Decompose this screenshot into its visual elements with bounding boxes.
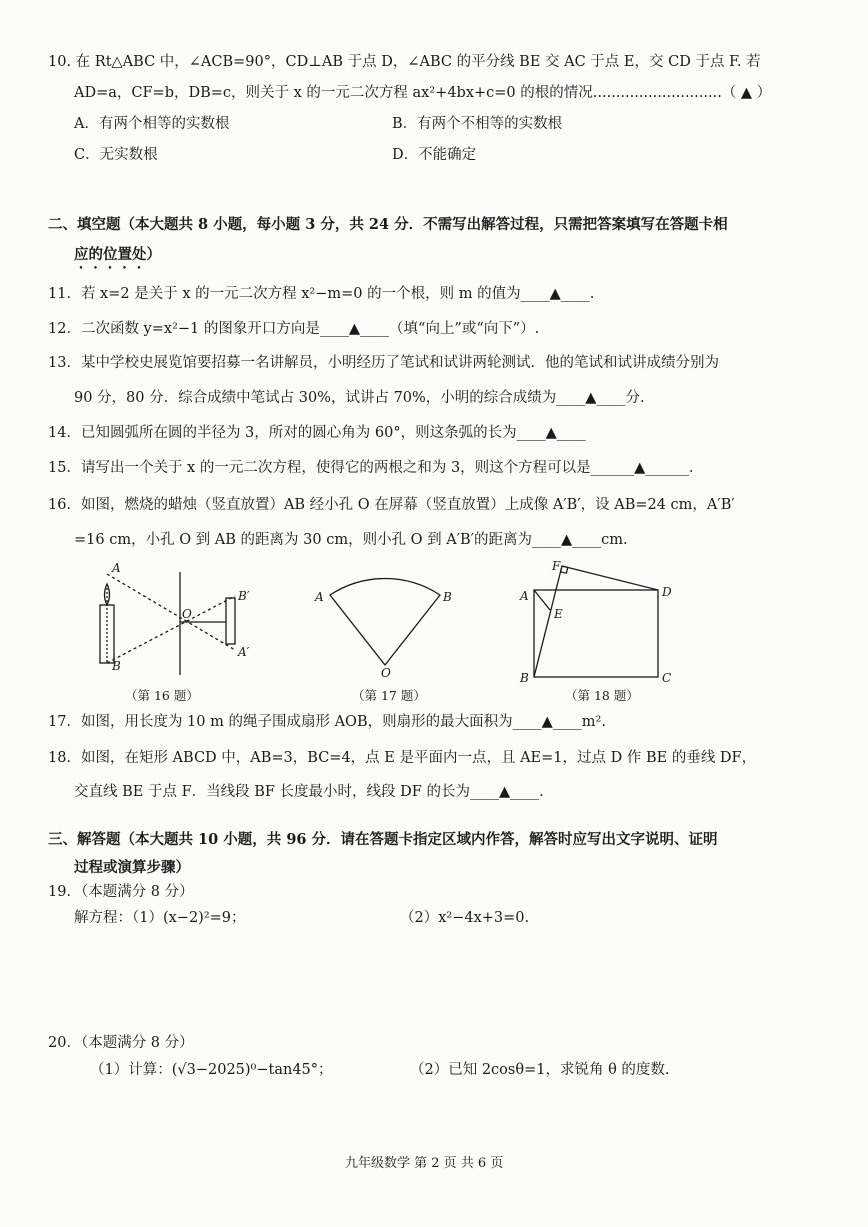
- q11: 11．若 x=2 是关于 x 的一元二次方程 x²−m=0 的一个根，则 m 的值为____▲____.: [48, 286, 595, 302]
- fig16-caption: （第 16 题）: [125, 688, 199, 703]
- q10-line1: 10. 在 Rt△ABC 中，∠ACB=90°，CD⊥AB 于点 D，∠ABC 的平分线 BE 交 AC 于点 E，交 CD 于点 F. 若: [48, 54, 761, 70]
- q19-head: 19．（本题满分 8 分）: [48, 884, 194, 900]
- section2-title-line1: 二、填空题（本大题共 8 小题，每小题 3 分，共 24 分．不需写出解答过程，只需把答案填写在答题卡相: [48, 216, 728, 233]
- q10-option-b: B．有两个不相等的实数根: [392, 116, 563, 132]
- q13-line2: 90 分，80 分．综合成绩中笔试占 30%，试讲占 70%，小明的综合成绩为____▲____分.: [74, 390, 645, 406]
- line-df: [562, 566, 658, 590]
- q10-line2: AD=a，CF=b，DB=c，则关于 x 的一元二次方程 ax²+4bx+c=0 的根的情况............................（ ▲ ）: [74, 85, 772, 101]
- q19-part2: （2）x²−4x+3=0.: [400, 910, 530, 926]
- q14: 14．已知圆弧所在圆的半径为 3，所对的圆心角为 60°，则这条弧的长为____▲____: [48, 425, 586, 441]
- q10-option-c: C．无实数根: [74, 147, 158, 163]
- fig18-caption: （第 18 题）: [565, 688, 639, 703]
- fig18-label-c: C: [662, 671, 672, 683]
- q10-option-d: D．不能确定: [392, 147, 477, 163]
- section2-title-line2: 应的位置处）: [74, 246, 161, 263]
- ray-b: [107, 596, 235, 663]
- section3-title-line2: 过程或演算步骤）: [74, 859, 190, 876]
- fig18-label-a: A: [520, 589, 529, 603]
- q20-part1: （1）计算：(√3−2025)⁰−tan45°；: [90, 1062, 333, 1078]
- q17: 17．如图，用长度为 10 m 的绳子围成扇形 AOB，则扇形的最大面积为____▲____m².: [48, 714, 606, 730]
- q20-part2: （2）已知 2cosθ=1，求锐角 θ 的度数.: [410, 1062, 670, 1078]
- fig17-label-b: B: [443, 590, 452, 604]
- sector-shape: [330, 579, 440, 665]
- line-bf: [534, 566, 562, 677]
- q13-line1: 13．某中学校史展览馆要招募一名讲解员，小明经历了笔试和试讲两轮测试．他的笔试和试讲成绩分别为: [48, 355, 719, 371]
- q12: 12．二次函数 y=x²−1 的图象开口方向是____▲____（填“向上”或“向下”）.: [48, 321, 540, 337]
- fig17-label-a: A: [315, 590, 324, 604]
- fig17-label-o: O: [381, 666, 391, 680]
- fig17-caption: （第 17 题）: [352, 688, 426, 703]
- q19-part1: 解方程：（1）(x−2)²=9；: [74, 910, 246, 926]
- fig16-label-b-prime: B′: [238, 589, 250, 603]
- q20-head: 20．（本题满分 8 分）: [48, 1035, 194, 1051]
- fig16-label-a-prime: A′: [238, 645, 250, 659]
- figure-18: [512, 558, 687, 683]
- q16-line2: =16 cm，小孔 O 到 AB 的距离为 30 cm，则小孔 O 到 A′B′的距离为____▲____cm.: [74, 532, 628, 548]
- fig16-label-b: B: [112, 659, 121, 673]
- ray-a: [107, 574, 235, 650]
- q15: 15．请写出一个关于 x 的一元二次方程，使得它的两根之和为 3，则这个方程可以是______▲______.: [48, 460, 694, 476]
- figure-17: [305, 565, 475, 680]
- fig16-label-o: O: [182, 607, 192, 621]
- fig16-label-a: A: [112, 561, 121, 575]
- right-angle-mark: [561, 566, 568, 573]
- segment-ae: [534, 590, 550, 610]
- section3-title-line1: 三、解答题（本大题共 10 小题，共 96 分．请在答题卡指定区域内作答，解答时应写出文字说明、证明: [48, 831, 718, 848]
- q10-option-a: A．有两个相等的实数根: [74, 116, 230, 132]
- fig18-label-d: D: [662, 585, 672, 599]
- figure-16: [88, 560, 258, 680]
- fig18-label-e: E: [554, 607, 563, 621]
- q18-line2: 交直线 BE 于点 F．当线段 BF 长度最小时，线段 DF 的长为____▲____.: [74, 784, 544, 800]
- fig18-label-b: B: [520, 671, 529, 683]
- fig18-label-f: F: [552, 559, 561, 573]
- page-footer: 九年级数学 第 2 页 共 6 页: [345, 1156, 504, 1171]
- q18-line1: 18．如图，在矩形 ABCD 中，AB=3，BC=4，点 E 是平面内一点，且 AE=1，过点 D 作 BE 的垂线 DF，: [48, 750, 757, 766]
- q16-line1: 16．如图，燃烧的蜡烛（竖直放置）AB 经小孔 O 在屏幕（竖直放置）上成像 A′B′，设 AB=24 cm，A′B′: [48, 497, 735, 513]
- image-body: [226, 598, 235, 644]
